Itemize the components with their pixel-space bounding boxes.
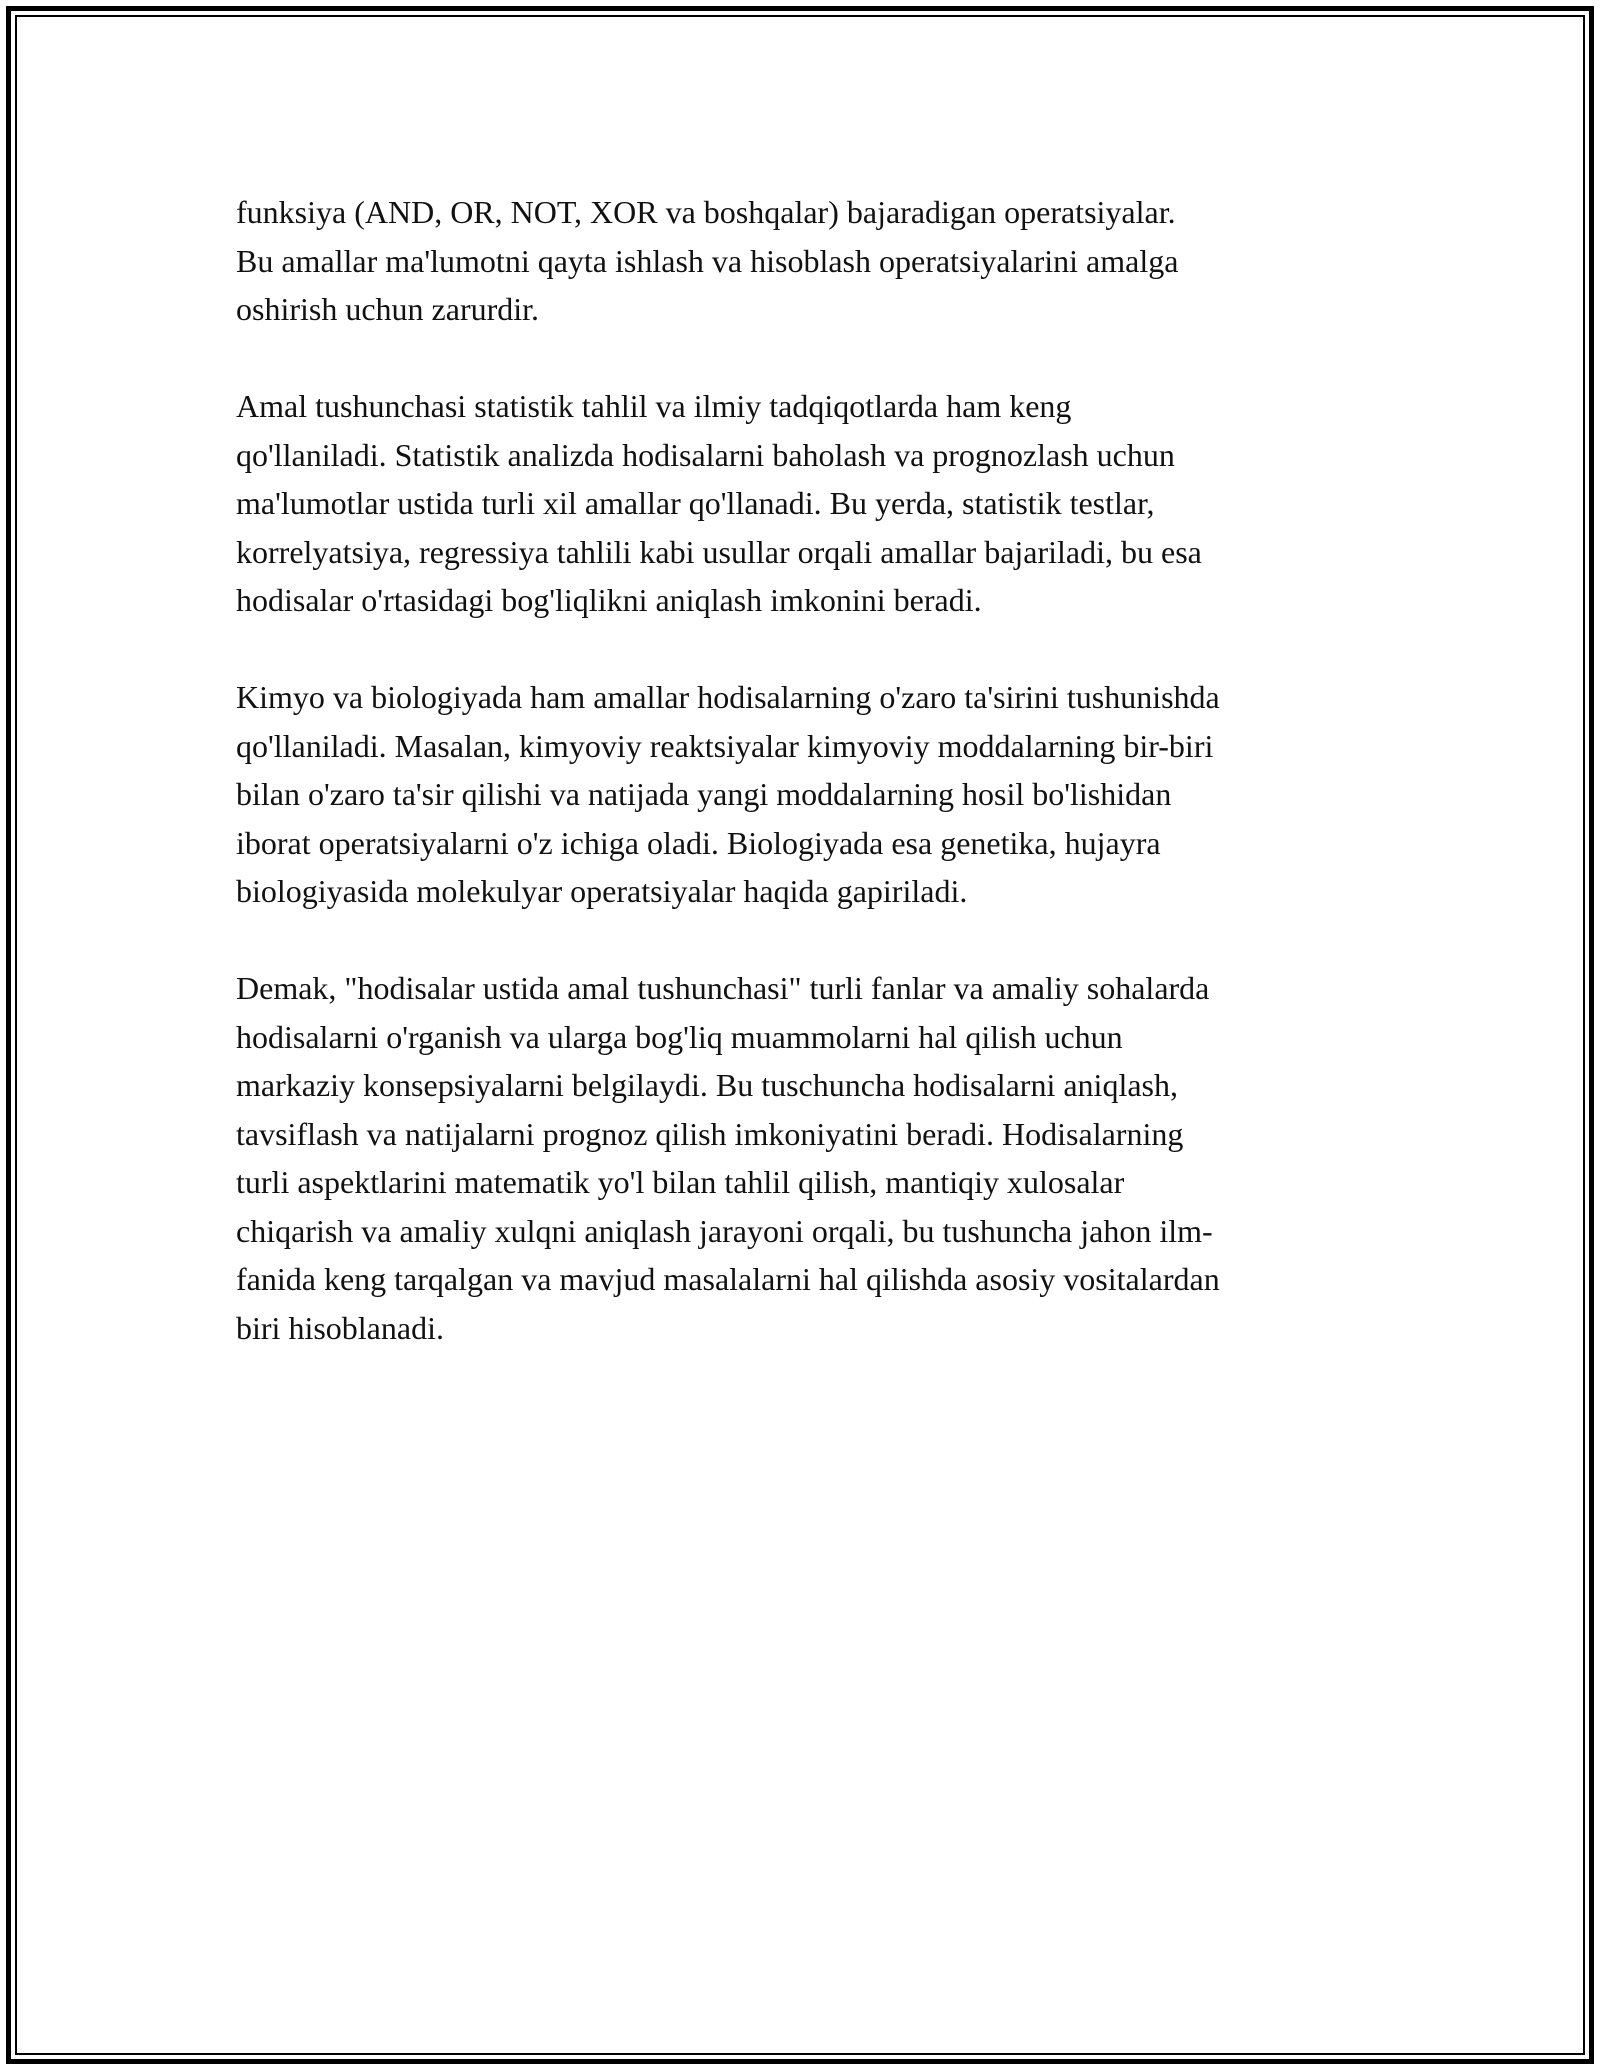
paragraph-logic-operations: funksiya (AND, OR, NOT, XOR va boshqalar) bajaradigan operatsiyalar. Bu amallar ma'lumotni qayta ishlash va hisoblash operatsiyalarini amalga oshirish uchun zarurdir. [236,194,1179,327]
paragraph-statistics: Amal tushunchasi statistik tahlil va ilmiy tadqiqotlarda ham keng qo'llaniladi. Statistik analizda hodisalarni baholash va prognozlash uchun ma'lumotlar ustida turli xil amallar qo'llanadi. Bu yerda, statistik testlar, korrelyatsiya, regressiya tahlili kabi usullar orqali amallar bajariladi, bu esa hodisalar o'rtasidagi bog'liqlikni aniqlash imkonini beradi. [236,388,1202,618]
paragraph-conclusion: Demak, "hodisalar ustida amal tushunchasi" turli fanlar va amaliy sohalarda hodisalarni o'rganish va ularga bog'liq muammolarni hal qilish uchun markaziy konsepsiyalarni belgilaydi. Bu tuschuncha hodisalarni aniqlash, tavsiflash va natijalarni prognoz qilish imkoniyatini beradi. Hodisalarning turli aspektlarini matematik yo'l bilan tahlil qilish, mantiqiy xulosalar chiqarish va amaliy xulqni aniqlash jarayoni orqali, bu tushuncha jahon ilm- fanida keng tarqalgan va mavjud masalalarni hal qilishda asosiy vositalardan biri hisoblanadi. [236,970,1220,1346]
document-body [236,188,1376,1401]
paragraph-chemistry-biology: Kimyo va biologiyada ham amallar hodisalarning o'zaro ta'sirini tushunishda qo'llaniladi. Masalan, kimyoviy reaktsiyalar kimyoviy moddalarning bir-biri bilan o'zaro ta'sir qilishi va natijada yangi moddalarning hosil bo'lishidan iborat operatsiyalarni o'z ichiga oladi. Biologiyada esa genetika, hujayra biologiyasida molekulyar operatsiyalar haqida gapiriladi. [236,679,1220,909]
